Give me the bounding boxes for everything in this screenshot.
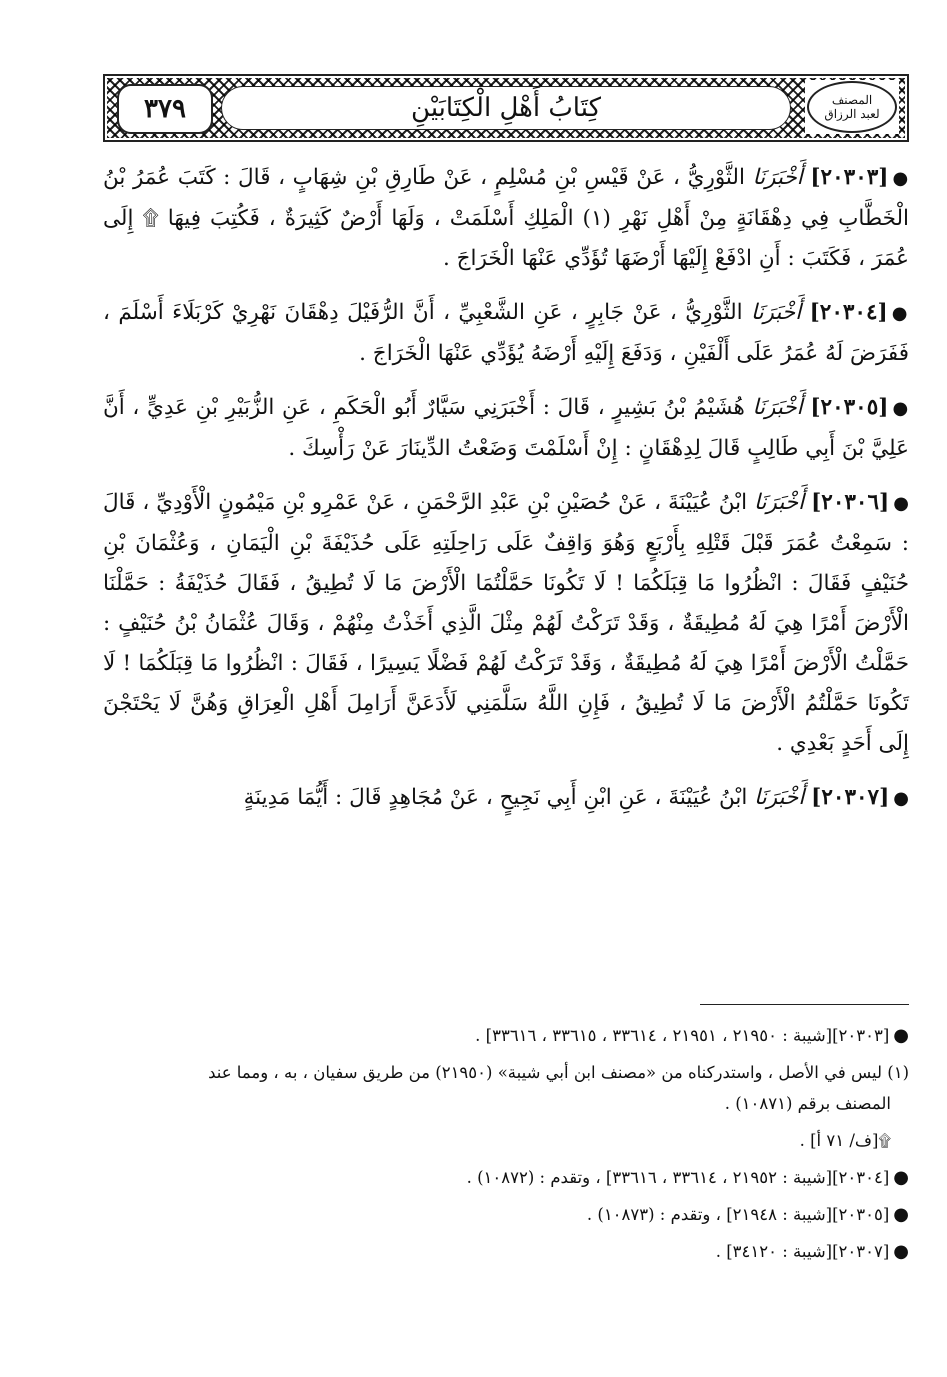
footnote xyxy=(103,1057,909,1119)
footnote xyxy=(103,1199,909,1230)
hadith-entry xyxy=(103,158,909,279)
footnotes xyxy=(103,1020,909,1273)
hadith-text: هُشَيْمُ بْنُ بَشِيرٍ ، قَالَ : أَخْبَرَنِي سَيَّارٌ أَبُو الْحَكَمِ ، عَنِ الزُّبَيْرِ بْنِ عَدِيٍّ ، أَنَّ عَلِيَّ بْنَ أَبِي طَالِبٍ قَالَ لِدِهْقَانٍ : إِنْ أَسْلَمْتَ وَضَعْتُ الدِّينَارَ عَنْ رَأْسِكَ . xyxy=(103,395,909,461)
hadith-number: [٢٠٣٠٥] xyxy=(810,395,889,420)
akhbarana: أَخْبَرَنَا xyxy=(754,490,805,515)
footnote-text: [٢٠٣٠٤][شيبة : ٢١٩٥٢ ، ٣٣٦١٤ ، ٣٣٦١٦] ، وتقدم : (١٠٨٧٢) . xyxy=(466,1168,890,1187)
footnote xyxy=(103,1020,909,1051)
hadith-text: الثَّوْرِيُّ ، عَنْ جَابِرٍ ، عَنِ الشَّعْبِيِّ ، أَنَّ الرُّفَيْلَ دِهْقَانَ نَهْرِيْ كَرْبَلَاءَ أَسْلَمَ ، فَفَرَضَ لَهُ عُمَرُ عَلَى أَلْفَيْنِ ، وَدَفَعَ إِلَيْهِ أَرْضَهُ يُؤَدِّي عَنْهَا الْخَرَاجَ . xyxy=(103,300,909,366)
page-number: ٣٧٩ xyxy=(144,94,186,124)
logo-line-1: المصنف xyxy=(831,93,873,107)
bullet-icon: ● xyxy=(893,1241,909,1262)
hadith-text: ابْنُ عُيَيْنَةَ ، عَنِ ابْنِ أَبِي نَجِيحٍ ، عَنْ مُجَاهِدٍ قَالَ : أَيُّمَا مَدِينَةٍ xyxy=(243,785,748,810)
logo-line-2: لعبد الرزاق xyxy=(824,107,880,121)
hadith-number: [٢٠٣٠٦] xyxy=(811,490,890,515)
logo xyxy=(805,80,899,134)
hadith-text: الثَّوْرِيُّ ، عَنْ قَيْسِ بْنِ مُسْلِمٍ ، عَنْ طَارِقِ بْنِ شِهَابٍ ، قَالَ : كَتَبَ عُمَرُ بْنُ الْخَطَّابِ فِي دِهْقَانَةٍ مِنْ أَهْلِ نَهْرِ (١) الْمَلِكِ أَسْلَمَتْ ، وَلَهَا أَرْضٌ كَثِيرَةٌ ، فَكُتِبَ فِيهَا ۩ إِلَى عُمَرَ ، فَكَتَبَ : أَنِ ادْفَعْ إِلَيْهَا أَرْضَهَا تُؤَدِّي عَنْهَا الْخَرَاجَ . xyxy=(103,165,909,271)
footnote-text: [٢٠٣٠٧][شيبة : ٣٤١٢٠] . xyxy=(715,1242,890,1261)
hadith-entry xyxy=(103,293,909,374)
footnote xyxy=(103,1162,909,1193)
akhbarana: أَخْبَرَنَا xyxy=(751,300,802,325)
hadith-entry xyxy=(103,388,909,469)
bullet-icon: ● xyxy=(893,1025,909,1046)
bullet-icon: ● xyxy=(893,1167,909,1188)
bullet-icon: ● xyxy=(892,168,909,189)
hadith-number: [٢٠٣٠٣] xyxy=(810,165,889,190)
page-header xyxy=(103,74,909,142)
footnote-text: [٢٠٣٠٣][شيبة : ٢١٩٥٠ ، ٢١٩٥١ ، ٣٣٦١٤ ، ٣٣٦١٥ ، ٣٣٦١٦] . xyxy=(475,1026,890,1045)
footnote-text: ۩[ف/ ٧١ أ] . xyxy=(799,1131,891,1150)
main-text xyxy=(103,158,909,833)
akhbarana: أَخْبَرَنَا xyxy=(754,785,805,810)
logo-oval xyxy=(807,81,897,133)
bullet-icon: ● xyxy=(893,788,909,809)
footnote-text: (١) ليس في الأصل ، واستدركناه من «مصنف ابن أبي شيبة» (٢١٩٥٠) من طريق سفيان ، به ، ومما عند xyxy=(208,1063,909,1082)
hadith-entry xyxy=(103,483,909,764)
bullet-icon: ● xyxy=(893,493,910,514)
footnote-separator xyxy=(700,1004,909,1005)
akhbarana: أَخْبَرَنَا xyxy=(752,165,803,190)
bullet-icon: ● xyxy=(893,1204,909,1225)
header-title-box xyxy=(221,86,791,130)
hadith-number: [٢٠٣٠٤] xyxy=(809,300,888,325)
bullet-icon: ● xyxy=(892,398,909,419)
akhbarana: أَخْبَرَنَا xyxy=(752,395,803,420)
footnote xyxy=(103,1125,909,1156)
footnote xyxy=(103,1236,909,1267)
footnote-text: المصنف برقم (١٠٨٧١) . xyxy=(724,1094,891,1113)
footnote-text: [٢٠٣٠٥][شيبة : ٢١٩٤٨] ، وتقدم : (١٠٨٧٣) . xyxy=(586,1205,890,1224)
page-number-box xyxy=(117,84,213,134)
hadith-text: ابْنُ عُيَيْنَةَ ، عَنْ حُصَيْنِ بْنِ عَبْدِ الرَّحْمَنِ ، عَنْ عَمْرِو بْنِ مَيْمُونٍ الْأَوْدِيِّ ، قَالَ : سَمِعْتُ عُمَرَ قَبْلَ قَتْلِهِ بِأَرْبَعٍ وَهُوَ وَاقِفٌ عَلَى رَاحِلَتِهِ عَلَى حُذَيْفَةَ بْنِ الْيَمَانِ ، وَعُثْمَانَ بْنِ حُنَيْفٍ فَقَالَ : انْظُرُوا مَا قِبَلَكُمَا ! لَا تَكُونَا حَمَّلْتُمَا الْأَرْضَ مَا لَا تُطِيقُ ، فَقَالَ حُذَيْفَةُ : حَمَّلْنَا الْأَرْضَ أَمْرًا هِيَ لَهُ مُطِيقَةٌ ، وَقَدْ تَرَكْتُ لَهُمْ مِثْلَ الَّذِي أَخَذْتُ مِنْهُمْ ، وَقَالَ عُثْمَانُ بْنُ حُنَيْفٍ : حَمَّلْتُ الْأَرْضَ أَمْرًا هِيَ لَهُ مُطِيقَةٌ ، وَقَدْ تَرَكْتُ لَهُمْ فَضْلًا يَسِيرًا ، فَقَالَ : انْظُرُوا مَا قِبَلَكُمَا ! لَا تَكُونَا حَمَّلْتُمُ الْأَرْضَ مَا لَا تُطِيقُ ، فَإِنِ اللَّهُ سَلَّمَنِي لَأَدَعَنَّ أَرَامِلَ أَهْلِ الْعِرَاقِ وَهُنَّ لَا يَحْتَجْنَ إِلَى أَحَدٍ بَعْدِي . xyxy=(103,490,909,756)
book-title: كِتَابُ أَهْلِ الْكِتَابَيْنِ xyxy=(411,93,601,123)
hadith-entry xyxy=(103,778,909,819)
hadith-number: [٢٠٣٠٧] xyxy=(811,785,890,810)
bullet-icon: ● xyxy=(891,303,909,324)
